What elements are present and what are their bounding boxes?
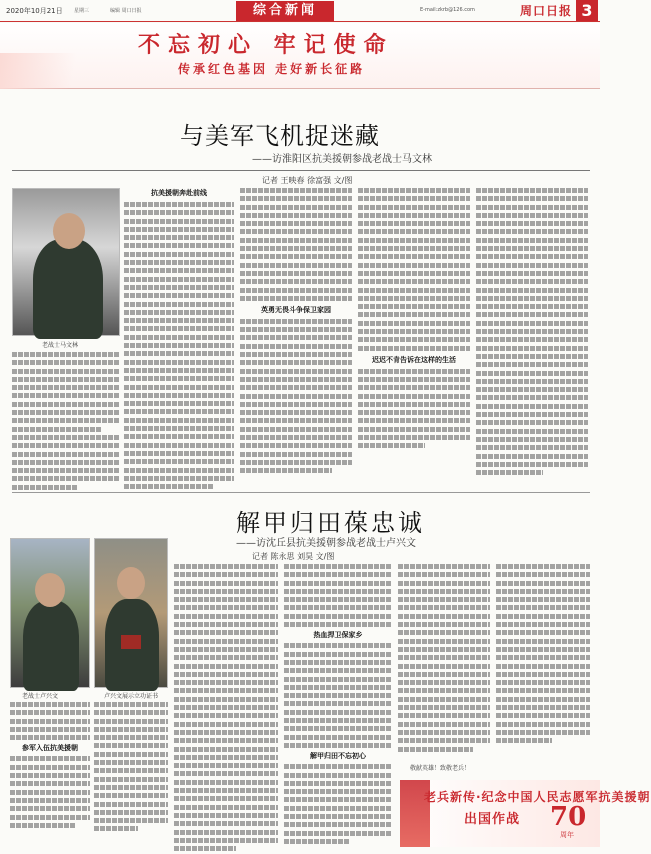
article2-subhead-3: 解甲归田不忘初心 (310, 752, 366, 761)
theme-banner (0, 23, 600, 89)
paper-logo: 周口日报 (520, 4, 573, 18)
veteran-figure (33, 239, 103, 339)
article1-dek: ——访淮阳区抗美援朝参战老战士马文林 (252, 154, 432, 165)
article2-col2 (94, 702, 168, 835)
section-title: 综合新闻 (236, 1, 334, 21)
article1-col3 (240, 188, 352, 477)
banner-slogan: 不忘初心 牢记使命 (138, 32, 394, 58)
article1-col4 (358, 188, 470, 452)
article2-photo-caption-right: 卢兴文展示立功证书 (104, 693, 159, 700)
article2-col4 (284, 564, 392, 847)
article2-subhead-1: 参军入伍抗美援朝 (22, 744, 78, 753)
article2-photo-right (94, 538, 168, 688)
article2-photo-left (10, 538, 90, 688)
article1-col1 (12, 352, 120, 493)
page-number: 3 (576, 0, 598, 21)
divider (12, 492, 590, 493)
article1-photo (12, 188, 120, 336)
issue-date: 2020年10月21日 (6, 7, 63, 15)
article2-photo-caption-left: 老战士卢兴文 (22, 693, 59, 700)
certificate (121, 635, 141, 649)
article1-col5 (476, 188, 588, 478)
anniversary-number: 70 (550, 802, 587, 832)
contact-right: E-mail:zkrb@126.com (420, 7, 475, 13)
article1-subhead-3: 迟迟不肯告诉在这样的生活 (372, 355, 456, 364)
banner-subtitle: 传承红色基因 走好新长征路 (178, 62, 366, 76)
contact-left: 编辑 周口日报 (110, 8, 142, 14)
article1-col2 (124, 188, 234, 492)
article1-photo-caption: 老战士马文林 (42, 342, 79, 349)
article1-headline: 与美军飞机捉迷藏 (180, 122, 380, 150)
article2-col5 (398, 564, 490, 755)
flag-decoration (0, 53, 90, 89)
masthead (0, 0, 600, 22)
veteran-figure (23, 601, 79, 691)
article2-headline: 解甲归田葆忠诚 (236, 509, 425, 537)
anniversary-line1: 老兵新传·纪念中国人民志愿军抗美援朝 (424, 790, 651, 804)
article2-byline: 记者 陈永思 刘昊 文/图 (252, 552, 335, 561)
issue-day: 星期三 (74, 8, 90, 14)
article2-subhead-2: 热血捍卫保家乡 (313, 631, 363, 640)
article2-col6 (496, 564, 590, 747)
article1-subhead-1: 抗美援朝奔赴前线 (151, 189, 207, 197)
anniversary-suffix: 周年 (560, 831, 574, 839)
anniversary-line2: 出国作战 (464, 812, 521, 827)
article1-byline: 记者 王映春 徐富强 文/图 (262, 176, 353, 185)
divider (12, 170, 590, 171)
veteran-face (117, 567, 145, 599)
veteran-face (53, 213, 85, 249)
article1-subhead-2: 英勇无畏斗争保卫家园 (261, 305, 331, 314)
article2-col3 (174, 564, 278, 854)
tribute-note: 敬献英雄！致敬老兵！ (410, 765, 471, 772)
article2-col1 (10, 702, 90, 831)
article2-dek: ——访沈丘县抗美援朝参战老战士卢兴文 (236, 538, 416, 549)
veteran-face (35, 573, 65, 607)
anniversary-banner (400, 780, 651, 847)
